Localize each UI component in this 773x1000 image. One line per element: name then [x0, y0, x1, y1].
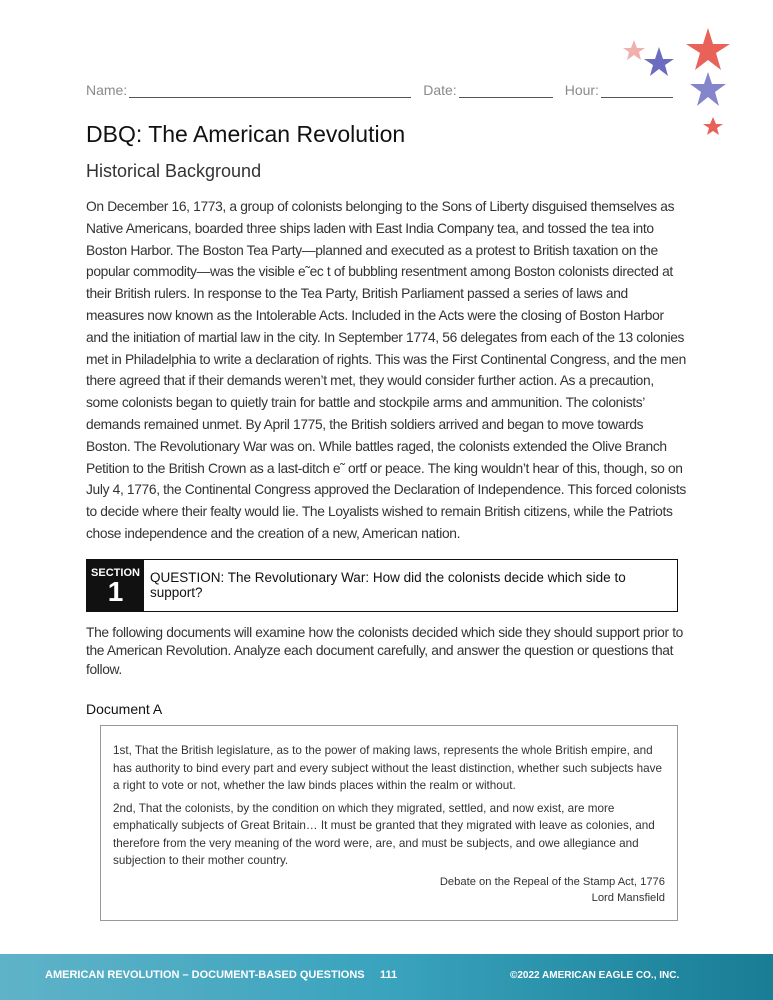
star-icon [703, 117, 723, 135]
footer-bar [0, 954, 773, 1000]
section-subtitle: Historical Background [86, 161, 262, 181]
date-field[interactable] [459, 83, 553, 98]
star-icon [686, 28, 730, 70]
section-question: QUESTION: The Revolutionary War: How did the colonists decide which side to support? [150, 569, 626, 600]
citation-author: Lord Mansfield [591, 891, 665, 904]
spacer [0, 921, 773, 945]
footer-title: AMERICAN REVOLUTION – DOCUMENT-BASED QUESTIONS [45, 969, 365, 981]
citation [113, 875, 665, 906]
copyright: ©2022 AMERICAN EAGLE CO., INC. [510, 970, 680, 981]
star-icon [690, 72, 726, 106]
documents-intro: The following documents will examine how the colonists decided which side they should support prior to the American Revolution. Analyze each document carefully, and answer the question or questions that follow. [86, 624, 683, 677]
name-label: Name: [86, 82, 128, 98]
document-paragraph: 2nd, That the colonists, by the condition on which they migrated, settled, and now exist, are more emphatically subjects of Great Britain… It must be granted that they migrated with leave as colonies, and therefore from the very meaning of the word were, are, and must be subjects, and owe allegiance and subjection to their mother country. [113, 802, 655, 868]
section-number: 1 [107, 575, 124, 607]
document-a-box [100, 725, 678, 921]
document-paragraph: 1st, That the British legislature, as to the power of making laws, represents the whole British empire, and has authority to bind every part and every subject without the least distinction, whether such subjects have a right to vote or not, whether the law binds places within the realm or without. [113, 744, 662, 792]
background-paragraph: On December 16, 1773, a group of colonists belonging to the Sons of Liberty disguised themselves as Native Americans, boarded three ships laden with East India Company tea, and tossed the tea into Boston Harbor. The Boston Tea Party—planned and executed as a protest to British taxation on the popular commodity—was the visible e˜ec t of bubbling resentment among Boston colonists directed at their British rulers. In response to the Tea Party, British Parliament passed a series of laws and measures now known as the Intolerable Acts. Included in the Acts were the closing of Boston Harbor and the initiation of martial law in the city. In September 1774, 56 delegates from each of the 13 colonies met in Philadelphia to write a declaration of rights. This was the First Continental Congress, and the men there agreed that if their demands weren’t met, they would consider further action. As a precaution, some colonists began to quietly train for battle and stockpile arms and ammunition. The colonists’ demands remained unmet. By April 1775, the British soldiers arrived and began to move towards Boston. The Revolutionary War was on. While battles raged, the colonists extended the Olive Branch Petition to the British Crown as a last-ditch e˜ ortf or peace. The king wouldn’t hear of this, though, so on July 4, 1776, the Continental Congress approved the Declaration of Independence. This forced colonists to decide where their fealty would lie. The Loyalists wished to remain British citizens, while the Patriots chose independence and the creation of a new, American nation. [86, 199, 686, 541]
page-title: DBQ: The American Revolution [86, 121, 406, 147]
page-number: 111 [380, 969, 398, 981]
name-field[interactable] [129, 83, 411, 98]
date-label: Date: [423, 82, 457, 98]
student-info-line [86, 82, 686, 98]
document-label: Document A [86, 701, 163, 718]
section-tag-label: SECTION [91, 566, 140, 579]
hour-field[interactable] [601, 83, 673, 98]
hour-label: Hour: [564, 82, 599, 98]
section-question-box [86, 559, 678, 612]
section-badge [87, 560, 144, 611]
citation-source: Debate on the Repeal of the Stamp Act, 1776 [439, 876, 665, 889]
